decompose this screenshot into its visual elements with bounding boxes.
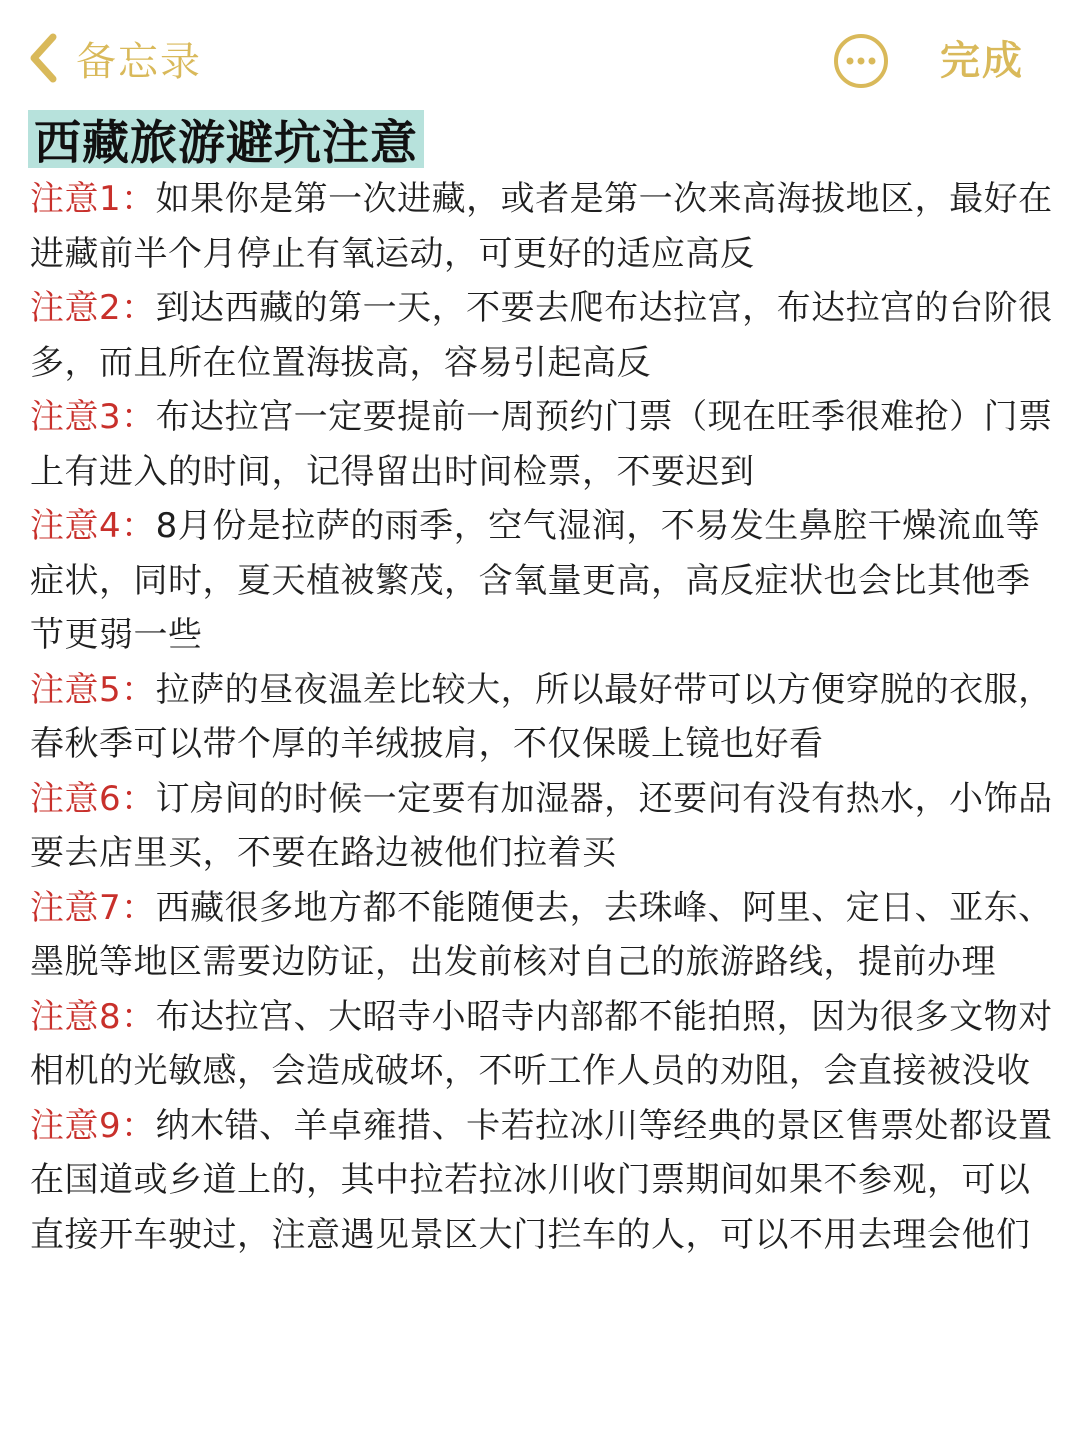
navigation-bar [0,0,1080,110]
note-item-text: 8月份是拉萨的雨季，空气湿润，不易发生鼻腔干燥流血等症状，同时，夏天植被繁茂，含氧量更高，高反症状也会比其他季节更弱一些 [30,506,1041,655]
note-title[interactable]: 西藏旅游避坑注意 [34,115,418,171]
note-item-label: 注意3： [30,397,156,437]
note-item-label: 注意9： [30,1105,156,1146]
note-item-label: 注意1： [30,179,156,219]
note-item [30,390,1060,499]
note-item-label: 注意2： [30,288,156,328]
chevron-left-icon [28,33,58,83]
done-button[interactable]: 完成 [940,38,1024,84]
note-item-text: 西藏很多地方都不能随便去，去珠峰、阿里、定日、亚东、墨脱等地区需要边防证，出发前核对自己的旅游路线，提前办理 [30,887,1053,982]
back-button[interactable] [28,26,202,90]
note-item-text: 纳木错、羊卓雍措、卡若拉冰川等经典的景区售票处都设置在国道或乡道上的，其中拉若拉冰川收门票期间如果不参观，可以直接开车驶过，注意遇见景区大门拦车的人，可以不用去理会他们 [30,1105,1053,1255]
note-item-text: 到达西藏的第一天，不要去爬布达拉宫，布达拉宫的台阶很多，而且所在位置海拔高，容易引起高反 [30,288,1053,383]
note-item-label: 注意7： [30,887,156,928]
note-item-text: 布达拉宫一定要提前一周预约门票（现在旺季很难抢）门票上有进入的时间，记得留出时间检票，不要迟到 [30,397,1053,492]
note-item-label: 注意4： [30,506,156,546]
note-item-text: 拉萨的昼夜温差比较大，所以最好带可以方便穿脱的衣服，春秋季可以带个厚的羊绒披肩，不仅保暖上镜也好看 [30,669,1053,764]
note-item [30,663,1060,772]
note-item [30,499,1060,663]
note-item-label: 注意5： [30,669,156,710]
note-item-label: 注意8： [30,996,156,1037]
note-item [30,1099,1060,1263]
note-item [30,172,1060,281]
note-item-text: 订房间的时候一定要有加湿器，还要问有没有热水，小饰品要去店里买，不要在路边被他们拉着买 [30,778,1053,873]
note-item-label: 注意6： [30,778,156,819]
ellipsis-circle-icon [832,32,890,90]
note-item [30,772,1060,881]
note-item [30,281,1060,390]
more-options-button[interactable] [832,32,890,90]
note-title-highlight [28,110,424,171]
note-item [30,990,1060,1099]
note-item-text: 如果你是第一次进藏，或者是第一次来高海拔地区，最好在进藏前半个月停止有氧运动，可更好的适应高反 [30,179,1053,274]
note-item [30,881,1060,990]
note-body[interactable] [30,172,1060,1262]
back-button-label: 备忘录 [76,38,202,85]
note-item-text: 布达拉宫、大昭寺小昭寺内部都不能拍照，因为很多文物对相机的光敏感，会造成破坏，不听工作人员的劝阻，会直接被没收 [30,996,1053,1091]
